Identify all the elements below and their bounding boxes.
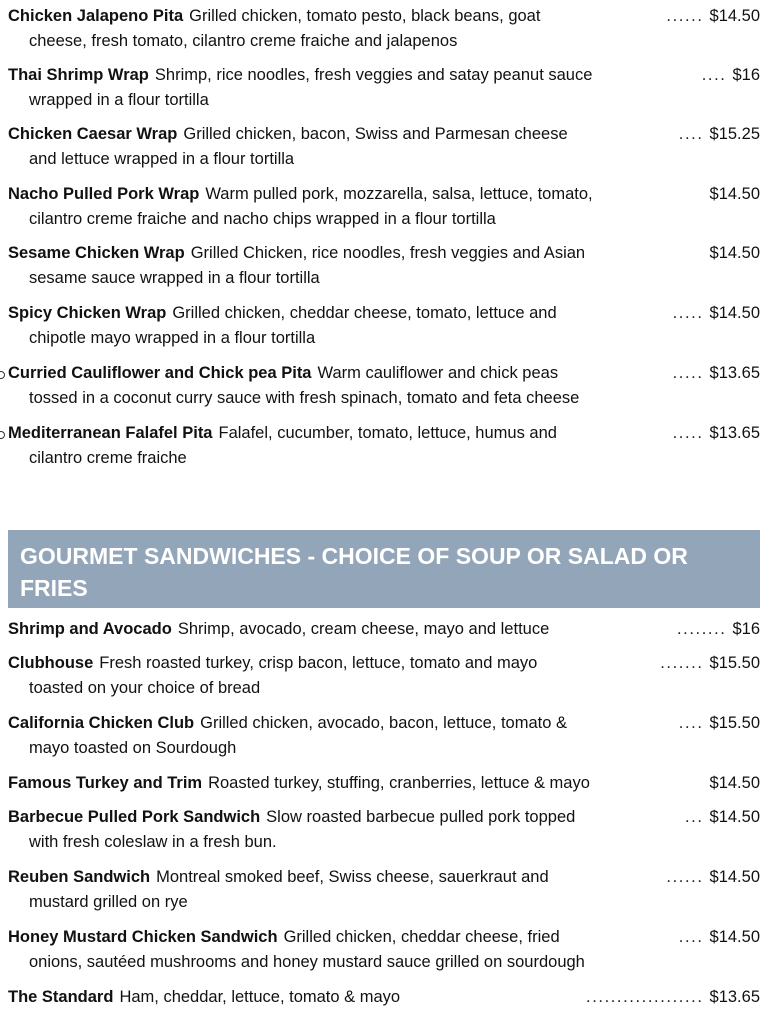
item-description-line1: Grilled chicken, cheddar cheese, tomato, lettuce and: [172, 304, 557, 322]
item-price: $14.50: [704, 301, 760, 326]
item-price: $14.50: [704, 805, 760, 830]
item-price: $13.65: [704, 985, 760, 1010]
item-price: $16: [726, 63, 760, 88]
dot-leaders: ....: [678, 714, 704, 732]
item-description-line2: cheese, fresh tomato, cilantro creme fraiche and jalapenos: [29, 32, 458, 50]
item-name: Mediterranean Falafel Pita: [8, 424, 213, 442]
item-price: $15.25: [704, 122, 760, 147]
item-description-line1: Grilled chicken, tomato pesto, black beans, goat: [189, 7, 541, 25]
item-name: Famous Turkey and Trim: [8, 774, 203, 792]
item-name: Chicken Jalapeno Pita: [8, 7, 184, 25]
dot-leaders: ......: [666, 7, 704, 25]
item-description-line2: cilantro creme fraiche and nacho chips wrapped in a flour tortilla: [29, 210, 496, 228]
item-description-line2: with fresh coleslaw in a fresh bun.: [29, 833, 277, 851]
item-price: $16: [726, 617, 760, 642]
menu-item-clubhouse: [0, 651, 768, 701]
menu-item-sesame-chicken-wrap: [0, 241, 768, 291]
item-name: The Standard: [8, 988, 114, 1006]
item-description-line1: Warm cauliflower and chick peas: [317, 364, 559, 382]
item-description-line1: Grilled Chicken, rice noodles, fresh veggies and Asian: [190, 244, 586, 262]
dot-leaders: .....: [672, 424, 704, 442]
menu-item-famous-turkey-and-trim: [0, 771, 768, 796]
item-price: $13.65: [704, 361, 760, 386]
item-description-line2: cilantro creme fraiche: [29, 449, 187, 467]
section-banner: [8, 530, 760, 608]
item-name: Nacho Pulled Pork Wrap: [8, 185, 200, 203]
menu-item-curried-cauliflower-and-chick-pea-pita: [0, 361, 768, 411]
item-description-line1: Grilled chicken, bacon, Swiss and Parmesan cheese: [183, 125, 568, 143]
menu-item-thai-shrimp-wrap: [0, 63, 768, 113]
item-name: Chicken Caesar Wrap: [8, 125, 178, 143]
item-name: Spicy Chicken Wrap: [8, 304, 167, 322]
dot-leaders: .....: [672, 364, 704, 382]
dot-leaders: .....: [672, 304, 704, 322]
item-name: California Chicken Club: [8, 714, 195, 732]
item-name: Honey Mustard Chicken Sandwich: [8, 928, 278, 946]
dot-leaders: ....: [678, 125, 704, 143]
item-description-line2: onions, sautéed mushrooms and honey mustard sauce grilled on sourdough: [29, 953, 585, 971]
item-price: $13.65: [704, 421, 760, 446]
item-name: Shrimp and Avocado: [8, 620, 172, 638]
item-name: Barbecue Pulled Pork Sandwich: [8, 808, 261, 826]
item-description-line1: Ham, cheddar, lettuce, tomato & mayo: [119, 988, 401, 1006]
item-name: Reuben Sandwich: [8, 868, 151, 886]
item-description-line2: wrapped in a flour tortilla: [29, 91, 209, 109]
item-description-line2: tossed in a coconut curry sauce with fresh spinach, tomato and feta cheese: [29, 389, 580, 407]
item-price: $14.50: [704, 925, 760, 950]
menu-item-barbecue-pulled-pork-sandwich: [0, 805, 768, 855]
item-description-line2: chipotle mayo wrapped in a flour tortilla: [29, 329, 316, 347]
menu-item-mediterranean-falafel-pita: [0, 421, 768, 471]
item-description-line1: Shrimp, avocado, cream cheese, mayo and lettuce: [177, 620, 550, 638]
menu-item-chicken-caesar-wrap: [0, 122, 768, 172]
item-price: $15.50: [704, 651, 760, 676]
dot-leaders: ...: [684, 808, 704, 826]
item-description-line1: Slow roasted barbecue pulled pork topped: [266, 808, 576, 826]
menu-item-spicy-chicken-wrap: [0, 301, 768, 351]
menu-item-the-standard: [0, 985, 768, 1010]
menu-item-shrimp-and-avocado: [0, 617, 768, 642]
dot-leaders: ...................: [586, 988, 704, 1006]
banner-title-line1: GOURMET SANDWICHES - CHOICE OF SOUP OR SALAD OR: [20, 543, 688, 569]
item-price: $15.50: [704, 711, 760, 736]
item-description-line1: Warm pulled pork, mozzarella, salsa, lettuce, tomato,: [205, 185, 593, 203]
item-description-line2: sesame sauce wrapped in a flour tortilla: [29, 269, 320, 287]
item-description-line1: Shrimp, rice noodles, fresh veggies and satay peanut sauce: [154, 66, 593, 84]
item-description-line2: and lettuce wrapped in a flour tortilla: [29, 150, 295, 168]
dot-leaders: ....: [678, 928, 704, 946]
item-name: Curried Cauliflower and Chick pea Pita: [8, 364, 312, 382]
item-description-line1: Grilled chicken, cheddar cheese, fried: [283, 928, 560, 946]
item-description-line1: Roasted turkey, stuffing, cranberries, lettuce & mayo: [208, 774, 590, 792]
menu-item-nacho-pulled-pork-wrap: [0, 182, 768, 232]
item-name: Clubhouse: [8, 654, 94, 672]
bullet-icon: [0, 431, 5, 439]
item-description-line2: toasted on your choice of bread: [29, 679, 261, 697]
dot-leaders: .......: [660, 654, 704, 672]
dot-leaders: ........: [676, 620, 727, 638]
item-price: $14.50: [704, 4, 760, 29]
item-description-line2: mayo toasted on Sourdough: [29, 739, 237, 757]
item-description-line2: mustard grilled on rye: [29, 893, 188, 911]
dot-leaders: ......: [666, 868, 704, 886]
item-description-line1: Fresh roasted turkey, crisp bacon, lettuce, tomato and mayo: [99, 654, 538, 672]
item-price: $14.50: [704, 865, 760, 890]
item-name: Thai Shrimp Wrap: [8, 66, 149, 84]
item-name: Sesame Chicken Wrap: [8, 244, 185, 262]
menu-item-reuben-sandwich: [0, 865, 768, 915]
item-description-line1: Falafel, cucumber, tomato, lettuce, humus and: [218, 424, 557, 442]
menu-item-chicken-jalapeno-pita: [0, 4, 768, 54]
menu-item-honey-mustard-chicken-sandwich: [0, 925, 768, 975]
item-price: $14.50: [704, 241, 760, 266]
bullet-icon: [0, 371, 5, 379]
dot-leaders: ....: [701, 66, 727, 84]
menu-item-california-chicken-club: [0, 711, 768, 761]
item-price: $14.50: [704, 182, 760, 207]
item-price: $14.50: [704, 771, 760, 796]
item-description-line1: Grilled chicken, avocado, bacon, lettuce, tomato &: [200, 714, 567, 732]
item-description-line1: Montreal smoked beef, Swiss cheese, sauerkraut and: [156, 868, 549, 886]
banner-title-line2: FRIES: [20, 575, 88, 601]
